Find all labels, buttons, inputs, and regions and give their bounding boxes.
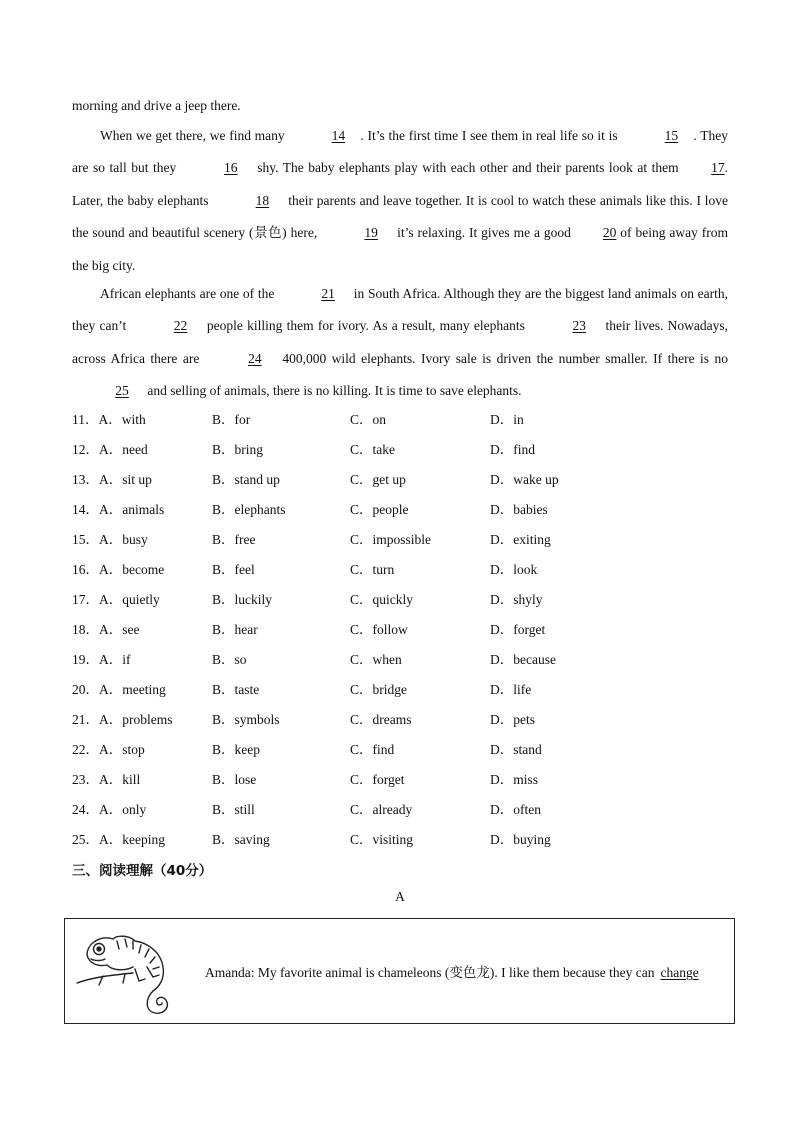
option-d: D．because <box>490 652 556 667</box>
option-d: D．stand <box>490 742 542 757</box>
option-row <box>72 525 732 555</box>
option-a: 11．A．with <box>72 412 146 427</box>
chameleon-illustration <box>73 925 177 1017</box>
blank-20: 20 <box>602 225 617 241</box>
option-row <box>72 765 732 795</box>
option-d: D．look <box>490 562 538 577</box>
option-a: 18．A．see <box>72 622 140 637</box>
option-d: D．buying <box>490 832 551 847</box>
passage-paragraph <box>72 120 728 282</box>
text: of being away from the big city. <box>72 225 729 273</box>
option-c: C．follow <box>350 622 408 637</box>
blank-24: 24 <box>248 350 262 366</box>
option-a: 20．A．meeting <box>72 682 166 697</box>
text: . They are so tall but they <box>72 128 729 176</box>
option-b: B．elephants <box>212 502 286 517</box>
option-c: C．forget <box>350 772 405 787</box>
part-letter: A <box>395 889 405 904</box>
option-c: C．get up <box>350 472 406 487</box>
option-d: D．find <box>490 442 535 457</box>
option-c: C．take <box>350 442 395 457</box>
option-b: B．bring <box>212 442 264 457</box>
option-row <box>72 705 732 735</box>
option-c: C．visiting <box>350 832 414 847</box>
option-a: 22．A．stop <box>72 742 145 757</box>
option-c: C．dreams <box>350 712 412 727</box>
option-b: B．keep <box>212 742 260 757</box>
blank-14: 14 <box>331 128 346 143</box>
option-b: B．so <box>212 652 247 667</box>
option-a: 13．A．sit up <box>72 472 152 487</box>
option-c: C．bridge <box>350 682 407 697</box>
option-a: 14．A．animals <box>72 502 165 517</box>
section-heading: 三、阅读理解（40分） <box>72 863 213 879</box>
option-d: D．in <box>490 412 524 427</box>
text: it’s relaxing. It gives me a good <box>397 225 571 241</box>
option-d: D．often <box>490 802 541 817</box>
option-row <box>72 585 732 615</box>
option-b: B．for <box>212 412 251 427</box>
option-b: B．hear <box>212 622 258 637</box>
blank-23: 23 <box>572 318 586 334</box>
option-c: C．turn <box>350 562 395 577</box>
option-row <box>72 465 732 495</box>
option-d: D．forget <box>490 622 546 637</box>
option-b: B．feel <box>212 562 255 577</box>
option-a: 12．A．need <box>72 442 148 457</box>
option-c: C．on <box>350 412 387 427</box>
text: their lives. Nowadays, across Africa there are <box>72 318 728 366</box>
text: and selling of animals, there is no killing. It is time to save elephants. <box>147 383 522 399</box>
options-list <box>72 405 732 855</box>
option-b: B．stand up <box>212 472 280 487</box>
option-a: 21．A．problems <box>72 712 173 727</box>
option-row <box>72 735 732 765</box>
blank-19: 19 <box>364 225 378 241</box>
text: people killing them for ivory. As a result, many elephants <box>206 318 525 334</box>
text: their parents and leave together. It is cool to watch these animals like this. I love the sound and beautiful scenery (景色) here, <box>72 192 729 241</box>
option-d: D．pets <box>490 712 535 727</box>
option-b: B．saving <box>212 832 270 847</box>
blank-15: 15 <box>664 128 679 143</box>
option-d: D．miss <box>490 772 539 787</box>
option-d: D．wake up <box>490 472 559 487</box>
option-a: 24．A．only <box>72 802 147 817</box>
option-a: 16．A．become <box>72 562 165 577</box>
text: African elephants are one of the <box>100 286 275 301</box>
option-b: B．free <box>212 532 256 547</box>
reading-box <box>64 918 735 1024</box>
text: 400,000 wild elephants. Ivory sale is driven the number smaller. If there is no <box>282 350 729 366</box>
option-row <box>72 795 732 825</box>
option-row <box>72 495 732 525</box>
amanda-statement <box>205 961 699 981</box>
blank-17: 17 <box>711 160 725 176</box>
text: . Later, the baby elephants <box>72 160 728 208</box>
passage-paragraph <box>72 278 728 408</box>
option-a: 19．A．if <box>72 652 131 667</box>
option-row <box>72 405 732 435</box>
option-c: C．people <box>350 502 409 517</box>
text: . It’s the first time I see them in real life so it is <box>360 128 618 143</box>
blank-21: 21 <box>321 286 335 301</box>
passage-line <box>72 90 728 122</box>
option-d: D．life <box>490 682 532 697</box>
blank-25: 25 <box>115 383 129 399</box>
blank-22: 22 <box>173 318 188 334</box>
option-d: D．shyly <box>490 592 543 607</box>
option-b: B．still <box>212 802 255 817</box>
option-d: D．babies <box>490 502 548 517</box>
blank-18: 18 <box>255 192 270 208</box>
text: shy. The baby elephants play with each other and their parents look at them <box>257 160 679 176</box>
option-c: C．impossible <box>350 532 432 547</box>
option-row <box>72 435 732 465</box>
option-b: B．luckily <box>212 592 272 607</box>
option-a: 15．A．busy <box>72 532 148 547</box>
option-b: B．lose <box>212 772 257 787</box>
option-a: 25．A．keeping <box>72 832 165 847</box>
blank-16: 16 <box>223 160 238 176</box>
option-row <box>72 615 732 645</box>
option-c: C．when <box>350 652 402 667</box>
option-row <box>72 825 732 855</box>
statement-text: Amanda: My favorite animal is chameleons (变色龙). I like them because they can <box>205 965 655 980</box>
option-row <box>72 675 732 705</box>
option-a: 23．A．kill <box>72 772 141 787</box>
underlined-word: change <box>660 965 699 980</box>
option-b: B．taste <box>212 682 260 697</box>
option-c: C．find <box>350 742 395 757</box>
text: in South Africa. Although they are the biggest land animals on earth, they can’t <box>72 286 729 334</box>
option-c: C．already <box>350 802 413 817</box>
text: morning and drive a jeep there. <box>72 98 241 113</box>
option-b: B．symbols <box>212 712 280 727</box>
option-row <box>72 645 732 675</box>
option-d: D．exiting <box>490 532 551 547</box>
option-c: C．quickly <box>350 592 413 607</box>
option-row <box>72 555 732 585</box>
option-a: 17．A．quietly <box>72 592 160 607</box>
text: When we get there, we find many <box>100 128 285 143</box>
